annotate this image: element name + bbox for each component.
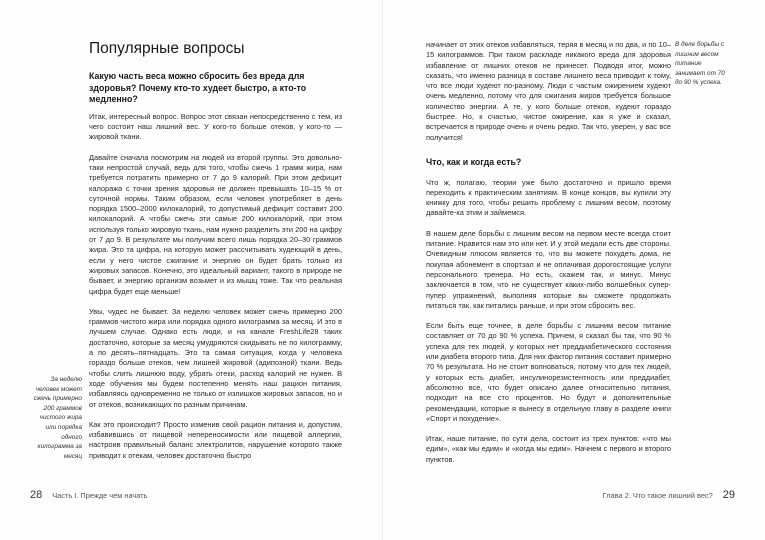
question-title: Какую часть веса можно сбросить без вреда для здоровья? Почему кто-то худеет быстро, а кто-то медленно? bbox=[89, 71, 307, 105]
paragraph: Итак, наше питание, по сути дела, состоит из трех пунктов: «что мы едим», «как мы едим» и «когда мы едим». Начнем с первого и второго пунктов. bbox=[426, 434, 671, 464]
margin-note: В деле борьбы с лишним весом питание занимает от 70 до 90 % успеха. bbox=[675, 41, 725, 87]
paragraph: Давайте сначала посмотрим на людей из второй группы. Это довольно-таки непростой случай, ведь для того, чтобы сжечь 1 грамм жира, нам требуется потратить примерно от 7 до 9 калорий. При этом дефицит калоража с точки зрения здоровья не должен превышать 10–15 % от суточной нормы. Таким образом, если человек употребляет в день порядка 1500–2000 килокалорий, то допустимый дефицит составит 200 килокалорий. А чтобы сжечь эти самые 200 килокалорий, при этом используя только жировую ткань, нам нужно разделить эти 200 на цифру от 7 до 9. В результате мы получим всего лишь порядка 20–30 граммов жира. Это та цифра, на которую может рассчитывать худеющий в день, если у него чистое сжигание и энергию он будет брать только из жировых запасов. Конечно, это идеальный вариант, такого в природе не бывает, и энергию организм возьмет и из мышц тоже. Так что реальная цифра будет еще меньше! bbox=[89, 152, 342, 296]
paragraph: Если быть еще точнее, в деле борьбы с лишним весом питание составляет от 70 до 90 % успеха. Причем, я сказал бы так, что 90 % успеха для тех людей, у которых нет преддиабетического состояния или диабета второго типа. Для них фактор питания составит примерно 70 % результата. Но не стоит волноваться, потому что для тех людей, у которых есть диабет, инсулинорезистентность или преддиабет, абсолютно все, что будет описано далее относительно питания, подходит на все сто процентов. Но будут и дополнительные рекомендации, которые я вынесу в отдельную главу в разделе книги «Спорт и похудение». bbox=[426, 321, 671, 423]
paragraph: Что ж, полагаю, теории уже было достаточно и пришло время переходить к практическим занятиям. В конце концов, вы купили эту книжку для того, чтобы решить проблему с лишним весом, поэтому давайте-ка этим и займемся. bbox=[426, 177, 671, 218]
page-number: 28 bbox=[30, 489, 43, 501]
paragraph: Как это происходит? Просто изменив свой рацион питания и, допустим, избавившись от пищевой непереносимости или пищевой аллергии, настроив правильный баланс электролитов, нарушение которого также приводит к отекам, человек достаточно быстро bbox=[89, 419, 342, 460]
right-page bbox=[383, 0, 765, 540]
right-text-column bbox=[426, 40, 671, 475]
page-heading: Популярные вопросы bbox=[89, 40, 245, 57]
section-subheading: Что, как и когда есть? bbox=[426, 156, 522, 167]
paragraph: Итак, интересный вопрос. Вопрос этот связан непосредственно с тем, из чего состоит наш лишний вес. У кого-то больше отеков, у кого-то — жировой ткани. bbox=[89, 111, 342, 142]
page-footer bbox=[30, 489, 147, 501]
running-head: Глава 2. Что такое лишний вес? bbox=[602, 491, 713, 500]
paragraph: начинает от этих отеков избавляться, теряя в месяц и по два, и по 10–15 килограммов. При таком раскладе никакого вреда для здоровья избавление от лишних отеков не принесет. Подводя итог, можно сказать, что именно разница в составе лишнего веса приводит к тому, что все люди худеют по-разному. Люди с частым ожирением худеют очень медленно, потому что для сжигания жиров требуется большое количество энергии. А те, у кого больше отеков, худеют гораздо быстрее. Но, к счастью, чистое ожирение, как я уже и сказал, встречается в природе очень и очень редко. Так что, уверен, у вас все получится! bbox=[426, 40, 671, 142]
page-number: 29 bbox=[722, 489, 735, 501]
paragraph: Увы, чудес не бывает. За неделю человек может сжечь примерно 200 граммов чистого жира или порядка одного килограмма за месяц. И это в лучшем случае. Однако есть люди, и на канале FreshLife28 таких достаточно, которые за месяц умудряются скидывать не по килограмму, а по десять–пятнадцать. Это та самая ситуация, когда у человека гораздо больше отеков, чем лишней жировой (адипозной) ткани. Ведь чтобы слить лишнюю воду, убрать отеки, расход калорий не нужен. В ходе обучения мы будем постепенно менять наш рацион питания, избавляясь одновременно не только от излишков жировых запасов, но и от отеков, возникающих по разным причинам. bbox=[89, 306, 342, 409]
page-footer bbox=[603, 489, 735, 501]
left-page bbox=[0, 0, 382, 540]
running-head: Часть I. Прежде чем начать bbox=[52, 491, 148, 500]
left-text-column bbox=[89, 40, 342, 471]
paragraph: В нашем деле борьбы с лишним весом на первом месте всегда стоит питание. Нравится нам это или нет. И у этой медали есть две стороны. Очевидным плюсом является то, что вы можете похудеть дома, не покупая абонемент в спортзал и не оплачивая дорогостоящие услуги персонального тренера. Но есть, скажем так, и минус. Минус заключается в том, что не существует каких-либо волшебных супер-пупер упражнений, выполняя которые вы сможете продолжать питаться так, как питались раньше, и при этом сбросить вес. bbox=[426, 228, 671, 310]
margin-note: За неделю человек может сжечь примерно 200 граммов чистого жира или порядка одного килограмма за месяц bbox=[33, 376, 82, 460]
